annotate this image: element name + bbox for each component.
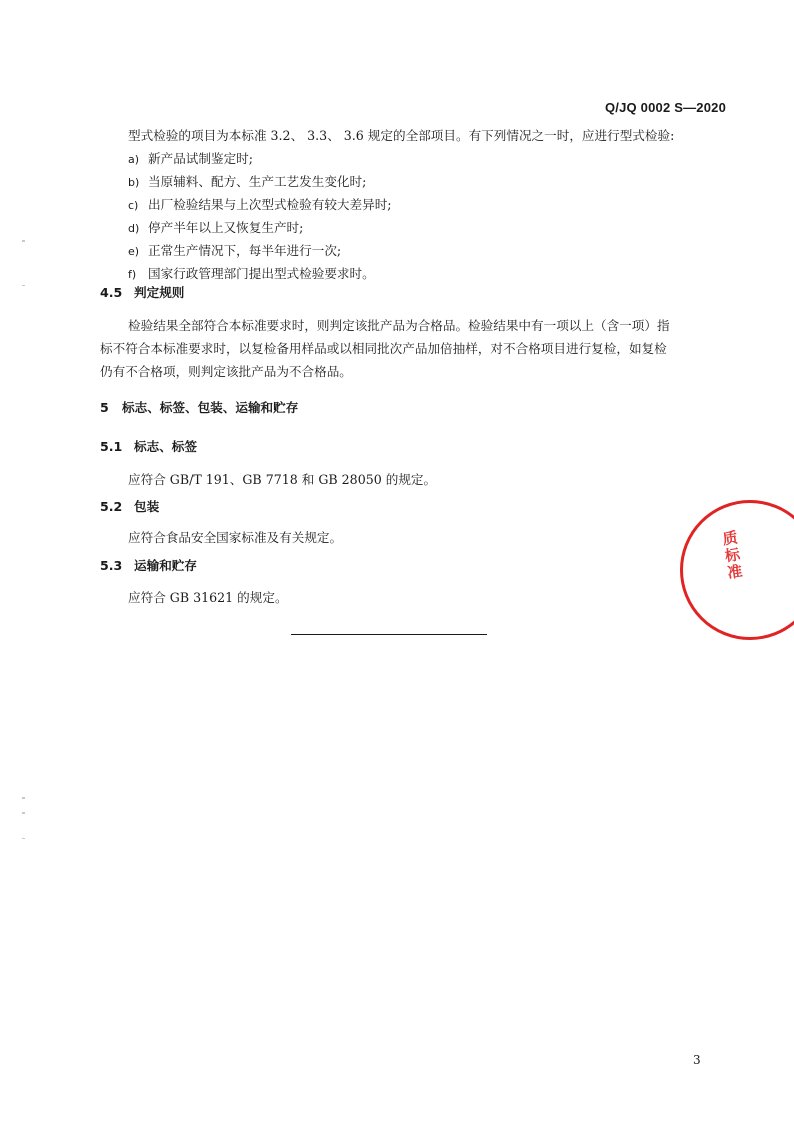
section-title: 包装 — [134, 499, 160, 514]
condition-item-d — [128, 216, 303, 240]
end-of-text-rule — [291, 634, 487, 635]
condition-item-b — [128, 170, 366, 194]
section-heading-5 — [100, 397, 298, 416]
condition-item-e — [128, 239, 341, 263]
intro-paragraph: 型式检验的项目为本标准 3.2、 3.3、 3.6 规定的全部项目。有下列情况之一时，应进行型式检验: — [128, 128, 675, 143]
section-5-1-text: 应符合 GB/T 191、GB 7718 和 GB 28050 的规定。 — [128, 472, 437, 487]
condition-text: 停产半年以上又恢复生产时; — [148, 220, 304, 235]
stamp-text: 质标准 — [719, 529, 745, 583]
scan-speck — [22, 812, 25, 814]
list-marker: c) — [128, 199, 139, 212]
section-number: 5.1 — [100, 439, 123, 454]
scan-speck — [22, 797, 25, 799]
section-number: 5.2 — [100, 499, 123, 514]
list-marker: a) — [128, 153, 140, 166]
section-number: 4.5 — [100, 285, 123, 300]
condition-text: 当原辅料、配方、生产工艺发生变化时; — [148, 174, 367, 189]
list-marker: f) — [128, 268, 137, 281]
red-seal-stamp — [680, 500, 794, 640]
list-marker: e) — [128, 245, 140, 258]
scan-speck — [22, 838, 25, 839]
scan-speck — [22, 285, 25, 286]
section-number: 5 — [100, 400, 109, 415]
section-number: 5.3 — [100, 558, 123, 573]
section-title: 标志、标签、包装、运输和贮存 — [122, 400, 299, 415]
section-title: 判定规则 — [134, 285, 185, 300]
condition-item-a — [128, 147, 253, 171]
section-5-3-text: 应符合 GB 31621 的规定。 — [128, 590, 288, 605]
section-heading-5-1 — [100, 436, 197, 455]
condition-text: 出厂检验结果与上次型式检验有较大差异时; — [148, 197, 392, 212]
judgement-rule-line-1: 检验结果全部符合本标准要求时，则判定该批产品为合格品。检验结果中有一项以上（含一项）指 — [128, 318, 670, 333]
judgement-rule-line-3: 仍有不合格项，则判定该批产品为不合格品。 — [100, 364, 352, 379]
list-marker: b) — [128, 176, 140, 189]
section-heading-5-2 — [100, 496, 159, 515]
section-title: 标志、标签 — [134, 439, 197, 454]
section-title: 运输和贮存 — [134, 558, 197, 573]
condition-text: 国家行政管理部门提出型式检验要求时。 — [148, 266, 375, 281]
section-5-2-text: 应符合食品安全国家标准及有关规定。 — [128, 530, 343, 545]
standard-code: Q/JQ 0002 S—2020 — [605, 100, 726, 115]
section-heading-5-3 — [100, 555, 197, 574]
scan-speck — [22, 240, 25, 242]
condition-item-c — [128, 193, 392, 217]
condition-text: 新产品试制鉴定时; — [148, 151, 253, 166]
condition-text: 正常生产情况下，每半年进行一次; — [148, 243, 342, 258]
section-heading-4-5 — [100, 282, 184, 301]
page-number: 3 — [693, 1053, 701, 1067]
judgement-rule-line-2: 标不符合本标准要求时，以复检备用样品或以相同批次产品加倍抽样，对不合格项目进行复检，如复检 — [100, 341, 667, 356]
list-marker: d) — [128, 222, 140, 235]
